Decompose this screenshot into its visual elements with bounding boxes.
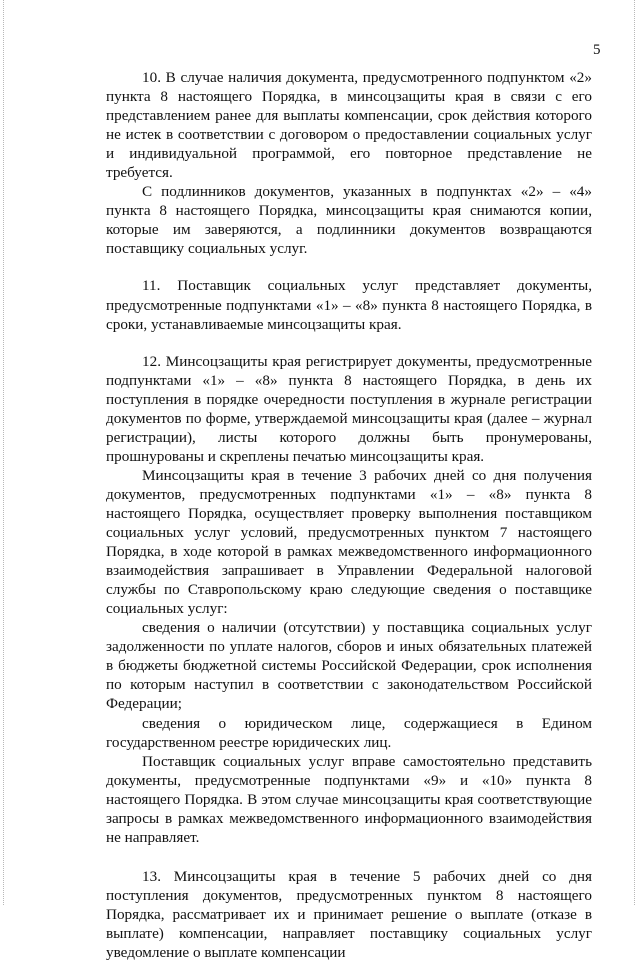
paragraph-12-check: Минсоцзащиты края в течение 3 рабочих дней со дня получения документов, предусмотренных подпунктами «1» – «8» пункта 8 настоящего Порядка, осуществляет проверку выполнения поставщиком социальных услуг условий, предусмотренных пунктом 7 настоящего Порядка, в ходе которой в рамках межведомственного информационного взаимодействия запрашивает в Управлении Федеральной налоговой службы по Ставропольскому краю следующие сведения о поставщике социальных услуг:	[106, 466, 592, 618]
paragraph-13: 13. Минсоцзащиты края в течение 5 рабочих дней со дня поступления документов, предусмотренных пунктом 8 настоящего Порядка, рассматривает их и принимает решение о выплате (отказе в выплате) компенсации, направляет поставщику социальных услуг уведомление о выплате компенсации	[106, 867, 592, 962]
paragraph-12-self-submit: Поставщик социальных услуг вправе самостоятельно представить документы, предусмотренные подпунктами «9» и «10» пункта 8 настоящего Порядка. В этом случае минсоцзащиты края соответствующие запросы в рамках межведомственного информационного взаимодействия не направляет.	[106, 752, 592, 846]
scan-edge-right	[634, 0, 636, 905]
page-number: 5	[593, 42, 601, 58]
paragraph-12-registry-info: сведения о юридическом лице, содержащиеся в Едином государственном реестре юридических лиц.	[106, 714, 592, 751]
paragraph-10-originals: С подлинников документов, указанных в подпунктах «2» – «4» пункта 8 настоящего Порядка, минсоцзащиты края снимаются копии, которые им заверяются, а подлинники документов возвращаются поставщику социальных услуг.	[106, 183, 592, 258]
paragraph-12-tax-info: сведения о наличии (отсутствии) у поставщика социальных услуг задолженности по уплате налогов, сборов и иных обязательных платежей в бюджеты бюджетной системы Российской Федерации, срок исполнения по которым наступил в соответствии с законодательством Российской Федерации;	[106, 619, 592, 713]
paragraph-10: 10. В случае наличия документа, предусмотренного подпунктом «2» пункта 8 настоящего Порядка, в минсоцзащиты края в связи с его представлением ранее для выплаты компенсации, срок действия которого не истек в соответствии с договором о предоставлении социальных услуг и индивидуальной программой, его повторное представление не требуется.	[106, 69, 592, 182]
paragraph-11: 11. Поставщик социальных услуг представляет документы, предусмотренные подпунктами «1» – «8» пункта 8 настоящего Порядка, в сроки, устанавливаемые минсоцзащиты края.	[106, 277, 592, 333]
paragraph-12: 12. Минсоцзащиты края регистрирует документы, предусмотренные подпунктами «1» – «8» пункта 8 настоящего Порядка, в день их поступления в порядке очередности поступления в журнале регистрации документов по форме, утверждаемой минсоцзащиты края (далее – журнал регистрации), листы которого должны быть пронумерованы, прошнурованы и скреплены печатью минсоцзащиты края.	[106, 352, 592, 465]
scan-edge-left	[3, 0, 5, 905]
document-body	[106, 68, 592, 962]
